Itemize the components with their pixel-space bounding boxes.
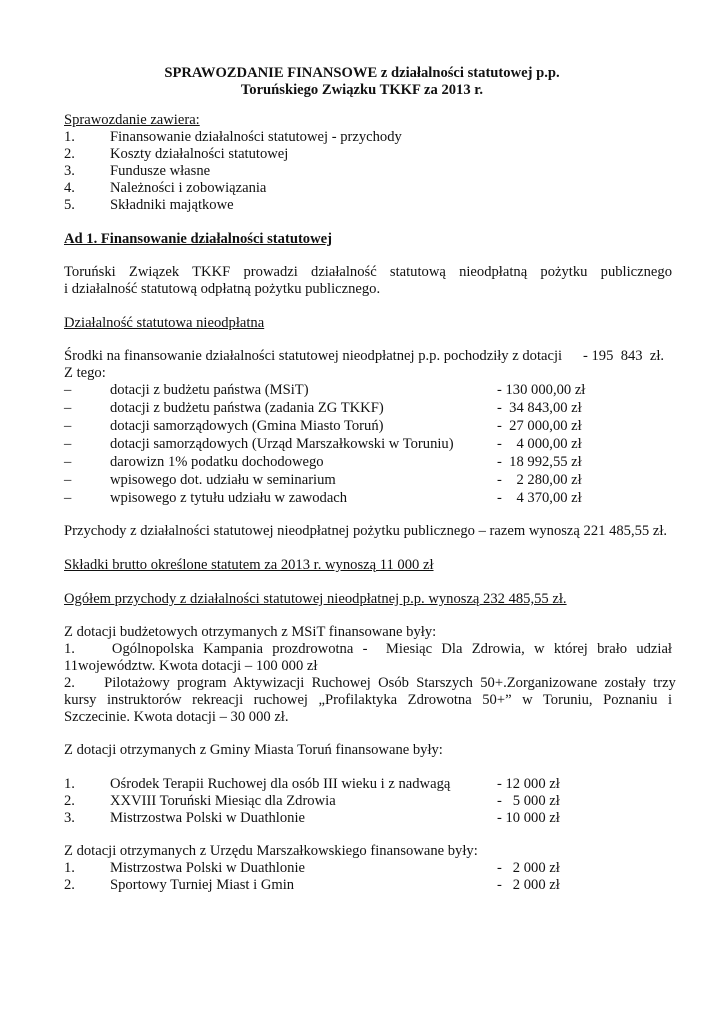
breakdown-text: darowizn 1% podatku dochodowego [110, 454, 324, 470]
contents-item-text: Fundusze własne [110, 163, 211, 179]
breakdown-amount: - 2 280,00 zł [497, 472, 582, 488]
breakdown-text: dotacji samorządowych (Gmina Miasto Toruń) [110, 418, 384, 434]
torun-item-text: Ośrodek Terapii Ruchowej dla osób III wieku i z nadwagą [110, 776, 451, 792]
breakdown-dash: – [64, 490, 72, 506]
title-line-2: Toruńskiego Związku TKKF za 2013 r. [240, 82, 484, 98]
msit-heading: Z dotacji budżetowych otrzymanych z MSiT finansowane były: [64, 624, 437, 640]
torun-item-num: 1. [64, 776, 75, 792]
contents-item-num: 3. [64, 163, 75, 179]
torun-item-amount: - 10 000 zł [497, 810, 560, 826]
torun-item-amount: - 5 000 zł [497, 793, 560, 809]
marshal-item-num: 1. [64, 860, 75, 876]
grand-total: Ogółem przychody z działalności statutowej nieodpłatnej p.p. wynoszą 232 485,55 zł. [64, 591, 567, 607]
sources-amount: - 195 843 zł. [583, 348, 665, 364]
marshal-heading: Z dotacji otrzymanych z Urzędu Marszałkowskiego finansowane były: [64, 843, 478, 859]
torun-item-amount: - 12 000 zł [497, 776, 560, 792]
msit-item1-line1: 1. Ogólnopolska Kampania prozdrowotna - Miesiąc Dla Zdrowia, w której brało udział [64, 641, 672, 657]
breakdown-amount: - 4 000,00 zł [497, 436, 582, 452]
breakdown-text: wpisowego z tytułu udziału w zawodach [110, 490, 348, 506]
contents-item-num: 2. [64, 146, 75, 162]
intro-line-2: i działalność statutową odpłatną pożytku publicznego. [64, 281, 381, 297]
msit-item2-line3: Szczecinie. Kwota dotacji – 30 000 zł. [64, 709, 289, 725]
sources-text: Środki na finansowanie działalności statutowej nieodpłatnej p.p. pochodziły z dotacji [64, 348, 563, 364]
contents-item-text: Należności i zobowiązania [110, 180, 267, 196]
breakdown-text: dotacji samorządowych (Urząd Marszałkowski w Toruniu) [110, 436, 454, 452]
marshal-item-text: Sportowy Turniej Miast i Gmin [110, 877, 295, 893]
intro-line-1: Toruński Związek TKKF prowadzi działalność statutową nieodpłatną pożytku publicznego [64, 264, 672, 280]
subheading-unpaid: Działalność statutowa nieodpłatna [64, 315, 265, 331]
ad1-heading: Ad 1. Finansowanie działalności statutowej [64, 231, 332, 247]
torun-heading: Z dotacji otrzymanych z Gminy Miasta Toruń finansowane były: [64, 742, 443, 758]
breakdown-amount: - 34 843,00 zł [497, 400, 582, 416]
breakdown-dash: – [64, 418, 72, 434]
contents-item-text: Składniki majątkowe [110, 197, 234, 213]
breakdown-amount: - 27 000,00 zł [497, 418, 582, 434]
marshal-item-amount: - 2 000 zł [497, 860, 560, 876]
z-tego-label: Z tego: [64, 365, 106, 381]
msit-item2-line2: kursy instruktorów rekreacji ruchowej „Profilaktyka Zdrowotna 50+” w Toruniu, Poznaniu i [64, 692, 672, 708]
msit-item1-line2: 11województw. Kwota dotacji – 100 000 zł [64, 658, 318, 674]
breakdown-text: dotacji z budżetu państwa (zadania ZG TKKF) [110, 400, 384, 416]
marshal-item-text: Mistrzostwa Polski w Duathlonie [110, 860, 305, 876]
breakdown-amount: - 4 370,00 zł [497, 490, 582, 506]
contents-item-num: 4. [64, 180, 75, 196]
breakdown-text: dotacji z budżetu państwa (MSiT) [110, 382, 309, 398]
marshal-item-num: 2. [64, 877, 75, 893]
marshal-item-amount: - 2 000 zł [497, 877, 560, 893]
breakdown-dash: – [64, 472, 72, 488]
contents-item-text: Finansowanie działalności statutowej - przychody [110, 129, 402, 145]
contents-item-text: Koszty działalności statutowej [110, 146, 289, 162]
fees-statement: Składki brutto określone statutem za 2013 r. wynoszą 11 000 zł [64, 557, 434, 573]
breakdown-dash: – [64, 400, 72, 416]
torun-item-text: XXVIII Toruński Miesiąc dla Zdrowia [110, 793, 336, 809]
msit-item2-line1: 2. Pilotażowy program Aktywizacji Ruchowej Osób Starszych 50+.Zorganizowane zostały trzy [64, 675, 676, 691]
breakdown-dash: – [64, 454, 72, 470]
contents-item-num: 1. [64, 129, 75, 145]
torun-item-num: 3. [64, 810, 75, 826]
breakdown-amount: - 130 000,00 zł [497, 382, 586, 398]
breakdown-dash: – [64, 436, 72, 452]
breakdown-dash: – [64, 382, 72, 398]
contents-heading: Sprawozdanie zawiera: [64, 112, 200, 128]
contents-item-num: 5. [64, 197, 75, 213]
revenue-total: Przychody z działalności statutowej nieodpłatnej pożytku publicznego – razem wynoszą 221 485,55 zł. [64, 523, 668, 539]
torun-item-text: Mistrzostwa Polski w Duathlonie [110, 810, 305, 826]
breakdown-text: wpisowego dot. udziału w seminarium [110, 472, 336, 488]
title-line-1: SPRAWOZDANIE FINANSOWE z działalności statutowej p.p. [164, 65, 560, 81]
torun-item-num: 2. [64, 793, 75, 809]
breakdown-amount: - 18 992,55 zł [497, 454, 582, 470]
